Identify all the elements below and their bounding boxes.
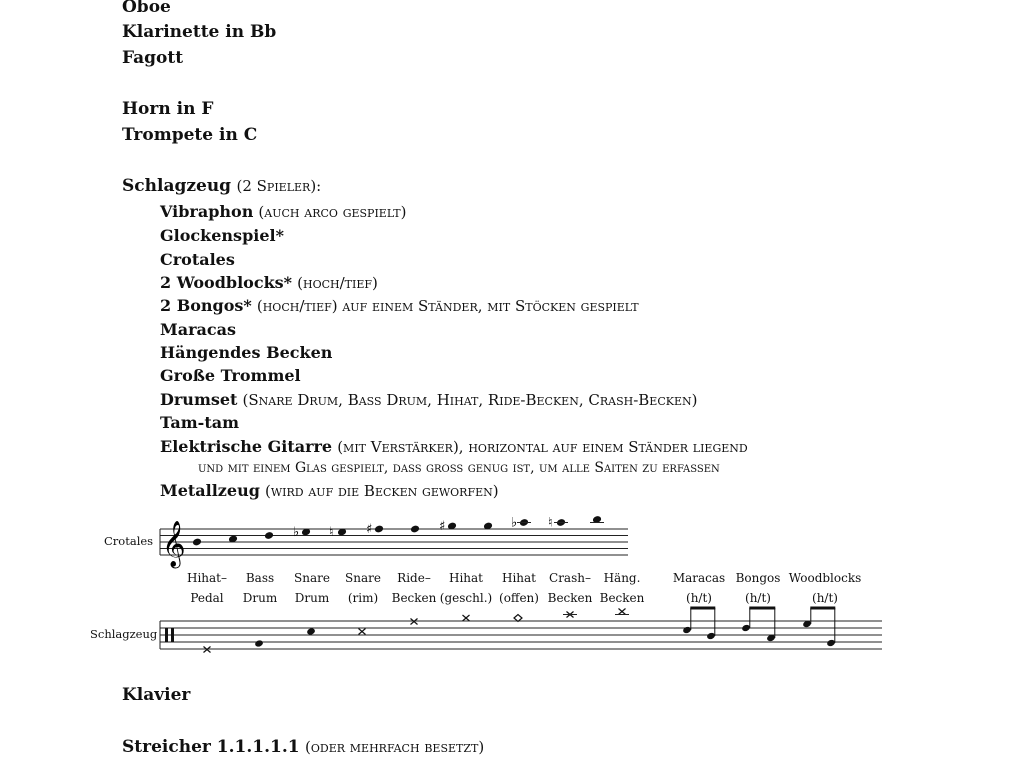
instrument-piano: Klavier [122,685,191,705]
legend-line1: Ride– [397,571,431,585]
percussion-item [160,343,332,363]
percussion-heading-row [122,176,321,196]
percussion-item-note: (wird auf die Becken geworfen) [264,482,499,500]
accidental-icon: ♯ [366,522,373,537]
percussion-item [160,202,406,222]
legend-line1: Hihat [448,571,483,585]
percussion-staff [0,605,1020,660]
legend-line2: Pedal [190,591,224,605]
percussion-item [160,273,378,293]
percussion-item [160,366,301,386]
accidental-icon: ♮ [548,515,553,531]
legend-line1: Snare [345,571,381,585]
treble-clef-icon: 𝄞 [162,521,186,567]
percussion-item-name: 2 Bongos* [160,296,252,315]
legend-label [243,571,277,605]
guitar-continuation: und mit einem Glas gespielt, dass groß genug ist, um alle Saiten zu erfassen [198,460,720,476]
percussion-item [160,481,499,501]
percussion-item-note: (auch arco gespielt) [258,203,407,221]
legend-label [736,571,781,605]
percussion-item-note: (Snare Drum, Bass Drum, Hihat, Ride-Becken, Crash-Becken) [242,391,698,409]
percussion-heading-note: (2 Spieler): [236,177,322,195]
accidental-icon: ♭ [293,525,300,540]
percussion-item-name: Maracas [160,320,236,339]
percussion-item-name: Vibraphon [160,202,254,221]
crotales-note [410,525,420,534]
crotales-staff-label: Crotales [104,534,154,548]
x-notehead [359,629,366,635]
legend-line1: Crash– [549,571,591,585]
percussion-heading: Schlagzeug [122,176,232,196]
percussion-item-name: Große Trommel [160,366,301,385]
legend-line1: Häng. [603,571,641,585]
x-notehead [619,609,626,615]
legend-line2: (geschl.) [439,591,493,605]
note-beam [810,607,835,610]
crotales-note [374,525,384,534]
percussion-item-note: (hoch/tief) [297,274,378,292]
legend-label [440,571,492,605]
instrument-clarinet: Klarinette in Bb [122,22,277,42]
legend-label [294,571,330,605]
legend-line1: Snare [294,571,330,585]
legend-label [499,571,539,605]
percussion-item [160,413,239,433]
legend-line2: (h/t) [745,591,771,605]
legend-label [187,571,227,605]
bass-drum-note [254,639,264,647]
legend-line2: (h/t) [812,591,838,605]
instrument-trumpet: Trompete in C [122,125,258,145]
legend-line2: (rim) [347,591,379,605]
legend-line1: Maracas [672,571,726,585]
legend-line2: Drum [294,591,330,605]
percussion-item-name: Glockenspiel* [160,226,284,245]
percussion-item [160,320,236,340]
instrument-oboe: Oboe [122,0,171,17]
crotales-note [192,538,202,547]
crotales-staff [0,505,1020,570]
percussion-item [160,390,697,410]
strings-note: (oder mehrfach besetzt) [305,738,485,756]
legend-line1: Hihat– [186,571,228,585]
strings-row [122,737,484,757]
legend-line2: (offen) [499,591,539,605]
accidental-icon: ♯ [439,519,446,534]
percussion-staff-label: Schlagzeug [90,627,158,641]
snare-note [306,627,316,635]
percussion-item [160,296,639,316]
percussion-item-note: (mit Verstärker), horizontal auf einem Ständer liegend [337,438,748,456]
strings-name: Streicher 1.1.1.1.1 [122,737,300,757]
instrument-bassoon: Fagott [122,48,184,68]
legend-label [392,571,437,605]
note-beam [749,607,775,610]
legend-label [548,571,593,605]
legend-label [789,571,862,605]
percussion-item-name: 2 Woodblocks* [160,273,293,292]
percussion-item [160,226,284,246]
crotales-note [264,531,274,540]
percussion-item [160,437,748,457]
legend-line2: Becken [391,591,437,605]
x-notehead [463,615,470,621]
legend-line1: Bongos [735,571,781,585]
legend-line2: (h/t) [686,591,712,605]
note-beam [690,607,715,610]
percussion-item-name: Metallzeug [160,481,260,500]
legend-line2: Becken [547,591,593,605]
percussion-item-name: Elektrische Gitarre [160,437,333,456]
legend-line1: Bass [245,571,275,585]
hihat-open-note [514,615,522,622]
percussion-item-name: Drumset [160,390,238,409]
legend-label [673,571,725,605]
instrument-horn: Horn in F [122,99,214,119]
legend-label [600,571,645,605]
percussion-notes [204,607,836,653]
legend-line1: Woodblocks [788,571,862,585]
legend-label [345,571,381,605]
accidental-icon: ♮ [329,525,334,540]
percussion-item-note: (hoch/tief) auf einem Ständer, mit Stöcken gespielt [256,297,639,315]
accidental-icon: ♭ [511,515,518,531]
percussion-item [160,250,235,270]
percussion-item-name: Tam-tam [160,413,239,432]
legend-line1: Hihat [501,571,537,585]
percussion-item-name: Crotales [160,250,235,269]
legend-line2: Drum [242,591,278,605]
legend-line2: Becken [599,591,645,605]
percussion-item-name: Hängendes Becken [160,343,333,362]
